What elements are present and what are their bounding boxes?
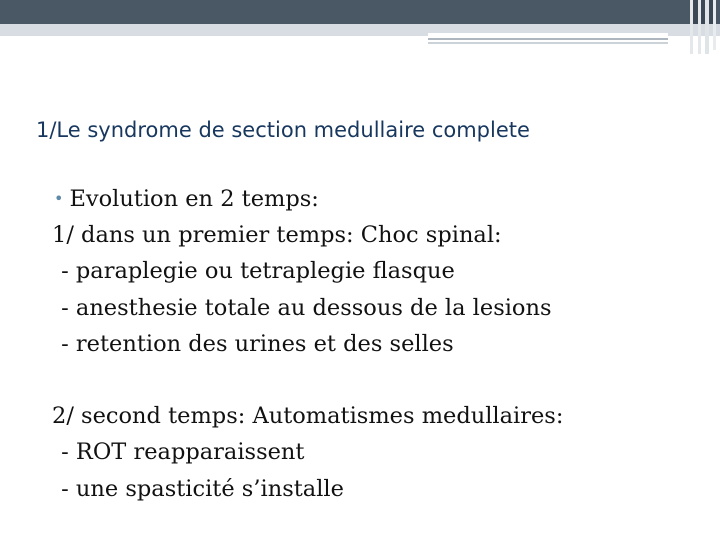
corner-stripe-dark [701, 0, 705, 24]
body-line: - anesthesie totale au dessous de la lesions [54, 295, 552, 321]
header-accent-line [428, 33, 668, 36]
corner-stripe-dark [693, 0, 698, 24]
header-accent-line [428, 42, 668, 44]
corner-stripe-dark [709, 0, 713, 24]
body-line: - ROT reapparaissent [54, 439, 305, 465]
body-line: 2/ second temps: Automatismes medullaires: [52, 403, 564, 429]
corner-stripe [713, 0, 716, 50]
body-line: - paraplegie ou tetraplegie flasque [54, 258, 455, 284]
bullet-icon: • [54, 189, 64, 208]
slide-title: 1/Le syndrome de section medullaire complete [36, 118, 530, 142]
header-band [0, 0, 720, 24]
bullet-line [54, 188, 319, 211]
header-accent-line [428, 38, 668, 40]
body-line: - une spasticité s’installe [54, 476, 344, 502]
body-line: - retention des urines et des selles [54, 331, 454, 357]
body-line: 1/ dans un premier temps: Choc spinal: [52, 222, 502, 248]
body-line: Evolution en 2 temps: [69, 186, 319, 212]
